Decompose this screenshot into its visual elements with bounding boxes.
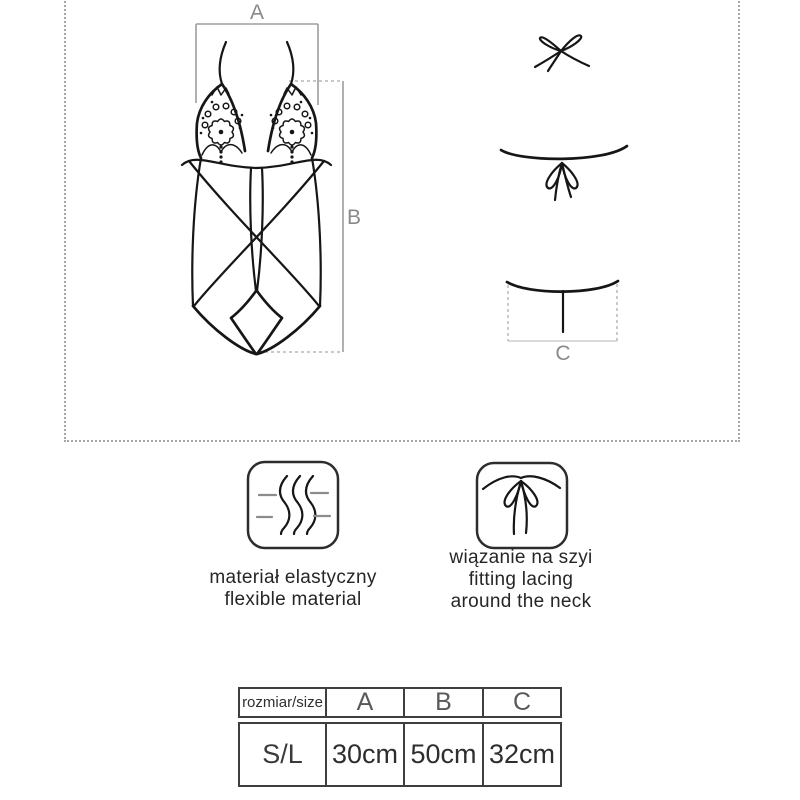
bottom-width-drawing [507,281,618,365]
dimension-b-label: B [347,206,362,229]
size-table-header-cell: rozmiar/size [240,689,327,716]
elastic-material-icon [248,462,338,548]
neck-lacing-icon [477,463,567,548]
feature-caption-line: wiązanie na szyi [449,547,593,568]
bodysuit-drawing [182,42,331,354]
halter-tie-bow-drawing [535,35,589,71]
feature-caption-line: around the neck [450,591,592,612]
size-table-header-row [238,687,562,718]
neck-lacing-bow-drawing [501,146,627,200]
size-table-cell: 30cm [327,724,405,785]
size-table-cell: S/L [240,724,327,785]
feature-caption-line: materiał elastyczny [209,567,377,588]
feature-caption-neck-lacing [396,547,646,613]
size-table-header-cell: A [327,689,405,716]
size-table-header-cell: C [512,688,532,716]
size-table-cell: 50cm [405,724,484,785]
dimension-a-label: A [249,1,265,24]
feature-caption-elastic-material [168,567,418,611]
feature-caption-line: fitting lacing [468,569,574,590]
size-table-data-row [238,722,562,787]
size-table-header-cell: B [405,689,484,716]
feature-caption-line: flexible material [224,589,362,610]
size-table [238,687,562,787]
dimension-c-label: C [555,342,571,365]
size-table-cell: 32cm [488,739,556,769]
